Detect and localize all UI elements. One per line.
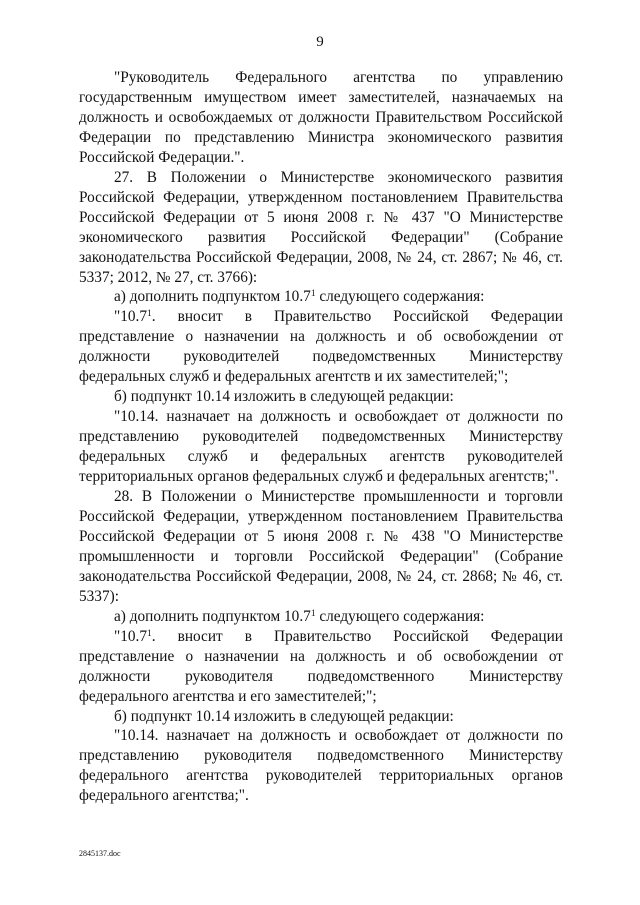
paragraph-text-after: следующего содержания: [315, 607, 485, 625]
superscript: 1 [310, 608, 316, 619]
paragraph-text-before: "10.7 [114, 627, 148, 645]
paragraph-item-28: 28. В Положении о Министерстве промышленности и торговли Российской Федерации, утвержденном постановлением Правительства Российской Федерации от 5 июня 2008 г. № 438 "О Министерстве промышленности и торговли Российской Федерации" (Собрание законодательства Российской Федерации, 2008, № 24, ст. 2868; № 46, ст. 5337): [79, 488, 563, 605]
paragraph-item-27-a-text [79, 307, 563, 387]
paragraph-text-before: а) дополнить подпунктом 10.7 [114, 607, 311, 625]
paragraph-text-after: следующего содержания: [315, 288, 485, 306]
superscript: 1 [147, 309, 152, 320]
paragraph-text-after: . вносит в Правительство Российской Федерации представление о назначении на должность и об освобождении от должности руководителей подведомственных Министерству федеральных служб и федеральных агентств и их заместителей;"; [79, 308, 563, 386]
paragraph-item-28-b-text: "10.14. назначает на должность и освобождает от должности по представлению руководителя подведомственного Министерству федерального агентства руководителей территориальных органов федерального агентства;". [79, 727, 563, 805]
paragraph-quote-rosimushchestvo: "Руководитель Федерального агентства по управлению государственным имуществом имеет заместителей, назначаемых на должность и освобождаемых от должности Правительством Российской Федерации по представлению Министра экономического развития Российской Федерации.". [79, 69, 563, 166]
paragraph-item-28-a [79, 607, 563, 627]
paragraph-item-27-b-text: "10.14. назначает на должность и освобождает от должности по представлению руководителей подведомственных Министерству федеральных служб и федеральных агентств руководителей территориальных органов федеральных служб и федеральных агентств;". [79, 408, 563, 486]
paragraph-item-27-a [79, 287, 563, 307]
paragraph-item-27: 27. В Положении о Министерстве экономического развития Российской Федерации, утвержденном постановлением Правительства Российской Федерации от 5 июня 2008 г. № 437 "О Министерстве экономического развития Российской Федерации" (Собрание законодательства Российской Федерации, 2008, № 24, ст. 2867; № 46, ст. 5337; 2012, № 27, ст. 3766): [79, 168, 563, 286]
document-body [79, 68, 563, 806]
superscript: 1 [310, 289, 316, 300]
page-number: 9 [316, 34, 324, 50]
paragraph-item-28-b: б) подпункт 10.14 изложить в следующей редакции: [114, 707, 454, 725]
paragraph-item-28-a-text [79, 627, 563, 707]
paragraph-text-before: "10.7 [114, 308, 148, 326]
paragraph-text-before: а) дополнить подпунктом 10.7 [114, 288, 311, 306]
paragraph-item-27-b: б) подпункт 10.14 изложить в следующей редакции: [114, 388, 454, 406]
superscript: 1 [147, 628, 152, 639]
document-file-code: 2845137.doc [79, 849, 121, 858]
paragraph-text-after: . вносит в Правительство Российской Федерации представление о назначении на должность и об освобождении от должности руководителя подведомственного Министерству федерального агентства и его заместителей;"; [79, 627, 563, 705]
